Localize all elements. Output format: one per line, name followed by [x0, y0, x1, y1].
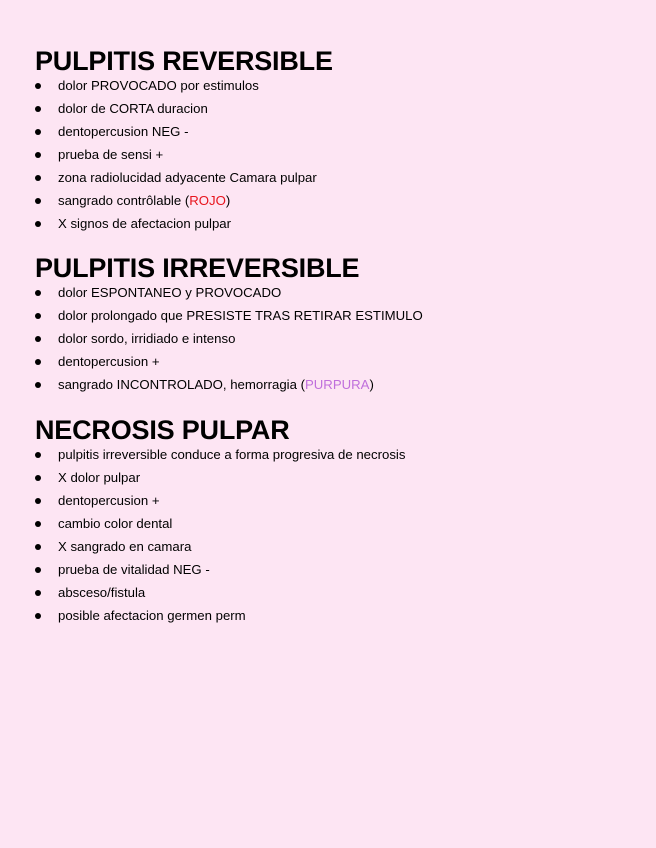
- list-item-text: sangrado contrôlable (ROJO): [58, 193, 231, 208]
- bullet-icon: [35, 83, 41, 89]
- section-pulpitis-irreversible: [35, 253, 635, 396]
- bullet-icon: [35, 382, 41, 388]
- list-item: cambio color dental: [35, 512, 635, 535]
- section-pulpitis-reversible: [35, 46, 635, 235]
- bullet-list: [35, 443, 635, 627]
- list-item: dolor ESPONTANEO y PROVOCADO: [35, 281, 635, 304]
- bullet-icon: [35, 544, 41, 550]
- bullet-list: [35, 281, 635, 396]
- bullet-icon: [35, 498, 41, 504]
- bullet-icon: [35, 567, 41, 573]
- list-item: dolor prolongado que PRESISTE TRAS RETIRAR ESTIMULO: [35, 304, 635, 327]
- bullet-icon: [35, 221, 41, 227]
- section-heading: PULPITIS REVERSIBLE: [35, 46, 333, 76]
- list-item: dolor PROVOCADO por estimulos: [35, 74, 635, 97]
- bullet-icon: [35, 129, 41, 135]
- list-item: [35, 189, 635, 212]
- list-item: dolor de CORTA duracion: [35, 97, 635, 120]
- list-item: X sangrado en camara: [35, 535, 635, 558]
- list-item: dentopercusion NEG -: [35, 120, 635, 143]
- bullet-icon: [35, 106, 41, 112]
- list-item: prueba de vitalidad NEG -: [35, 558, 635, 581]
- list-item: dentopercusion +: [35, 350, 635, 373]
- bullet-icon: [35, 152, 41, 158]
- section-necrosis-pulpar: [35, 415, 635, 627]
- rojo-highlight: ROJO: [189, 193, 226, 208]
- list-item: dentopercusion +: [35, 489, 635, 512]
- bullet-icon: [35, 590, 41, 596]
- list-item: zona radiolucidad adyacente Camara pulpar: [35, 166, 635, 189]
- purpura-highlight: PURPURA: [304, 377, 370, 392]
- list-item: absceso/fistula: [35, 581, 635, 604]
- bullet-list: [35, 74, 635, 235]
- bullet-icon: [35, 198, 41, 204]
- list-item: X dolor pulpar: [35, 466, 635, 489]
- list-item: prueba de sensi +: [35, 143, 635, 166]
- bullet-icon: [35, 521, 41, 527]
- list-item: [35, 373, 635, 396]
- bullet-icon: [35, 313, 41, 319]
- section-heading: PULPITIS IRREVERSIBLE: [35, 253, 360, 283]
- bullet-icon: [35, 613, 41, 619]
- list-item: pulpitis irreversible conduce a forma progresiva de necrosis: [35, 443, 635, 466]
- bullet-icon: [35, 290, 41, 296]
- section-heading: NECROSIS PULPAR: [35, 415, 290, 445]
- bullet-icon: [35, 475, 41, 481]
- list-item: X signos de afectacion pulpar: [35, 212, 635, 235]
- bullet-icon: [35, 175, 41, 181]
- list-item-text: sangrado INCONTROLADO, hemorragia (PURPURA): [58, 377, 374, 392]
- list-item: posible afectacion germen perm: [35, 604, 635, 627]
- bullet-icon: [35, 359, 41, 365]
- list-item: dolor sordo, irridiado e intenso: [35, 327, 635, 350]
- bullet-icon: [35, 336, 41, 342]
- bullet-icon: [35, 452, 41, 458]
